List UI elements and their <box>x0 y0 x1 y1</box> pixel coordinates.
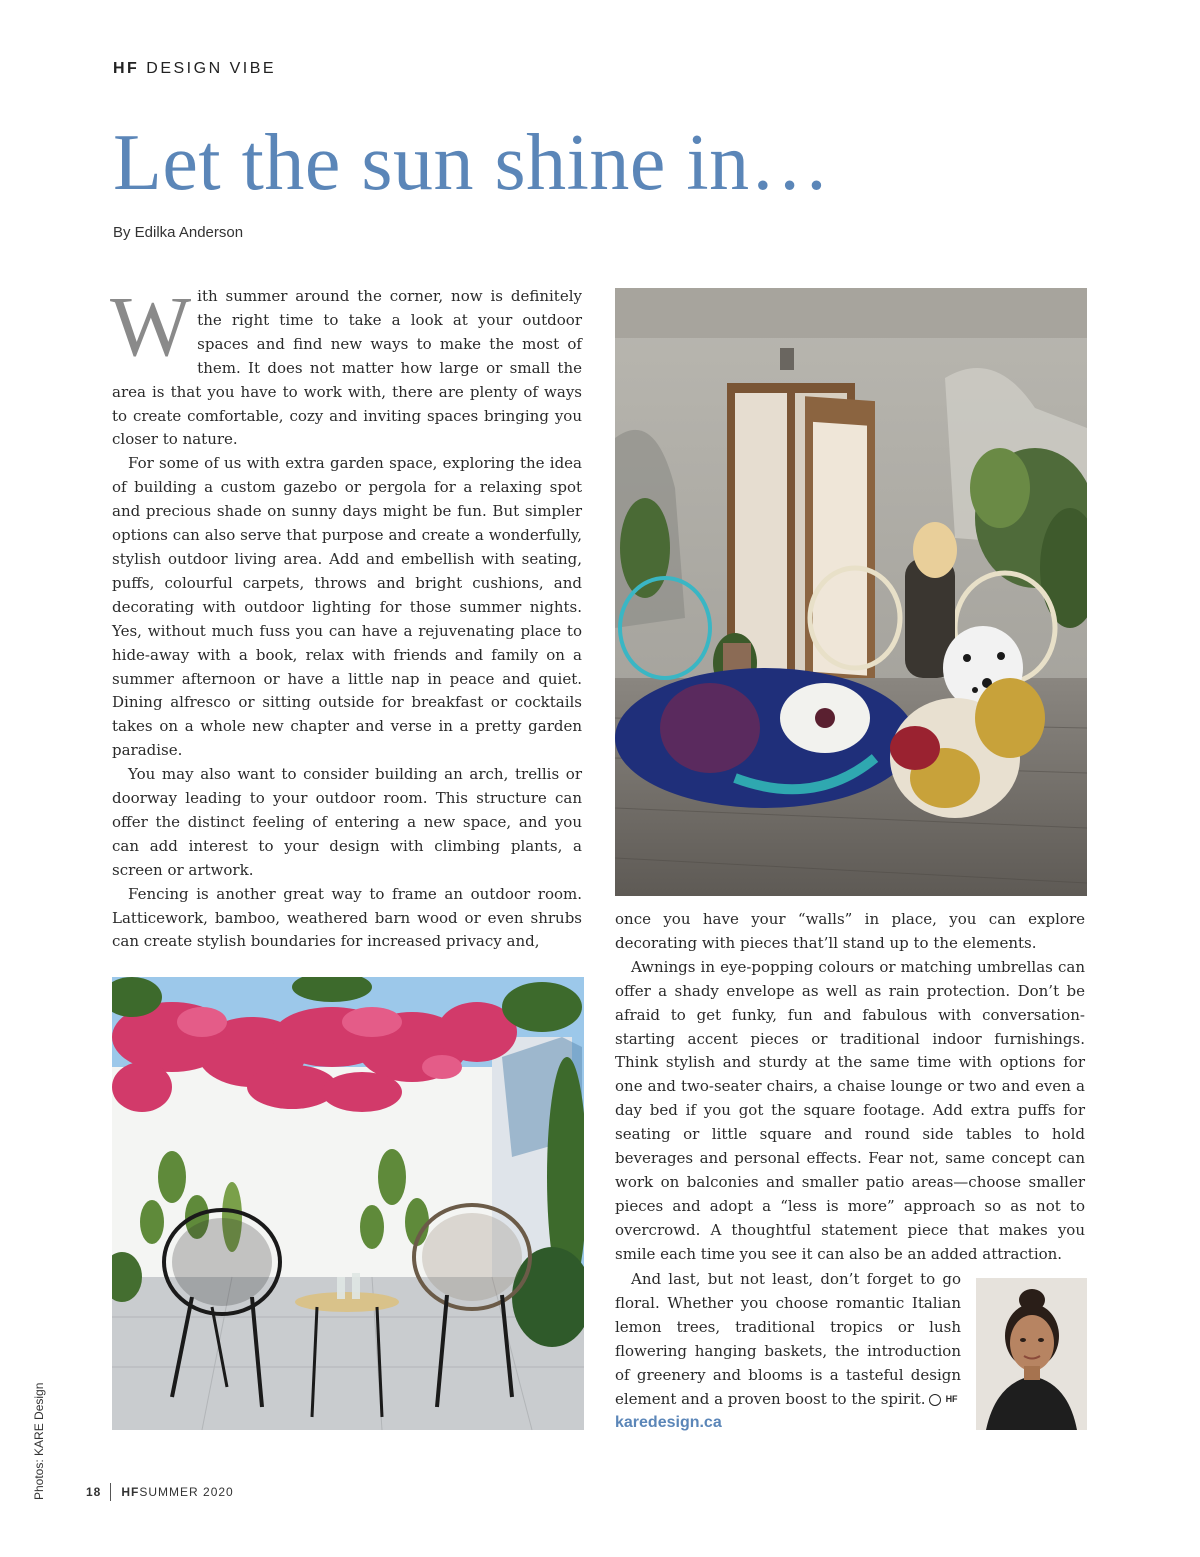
bougainvillea-patio-photo <box>112 977 584 1430</box>
patio-mosaic-photo <box>615 288 1087 896</box>
page-number: 18 <box>86 1485 102 1499</box>
photo-credit: Photos: KARE Design <box>32 1382 46 1500</box>
article-column-left <box>110 278 582 954</box>
section-brand: HF <box>113 60 140 77</box>
drop-cap: W <box>110 278 192 374</box>
paragraph-3: You may also want to consider building an arch, trellis or doorway leading to your outdoor room. This structure can offer the distinct feeling of entering a new space, and you can add interest to your design with climbing plants, a screen or artwork. <box>112 765 582 879</box>
paragraph-6 <box>615 1268 961 1411</box>
paragraph-6-text: And last, but not least, don’t forget to go floral. Whether you choose romantic Italian lemon trees, traditional tropics or lush flowering hanging baskets, the introduction of greenery and blooms is a tasteful design element and a proven boost to the spirit. <box>615 1270 961 1408</box>
article-title: Let the sun shine in… <box>113 119 831 207</box>
footer-brand: HF <box>121 1485 140 1499</box>
page-footer <box>86 1483 234 1501</box>
article-column-final <box>615 1268 961 1435</box>
paragraph-4-start: Fencing is another great way to frame an outdoor room. Latticework, bamboo, weathered barn wood or even shrubs can create stylish boundaries for increased privacy and, <box>112 884 582 951</box>
paragraph-1-text: ith summer around the corner, now is definitely the right time to take a look at your outdoor spaces and find new ways to make the most of them. It does not matter how large or small the area is that you have to work with, there are plenty of ways to create comfortable, cozy and inviting spaces bringing you closer to nature. <box>112 287 582 449</box>
section-label <box>113 60 276 78</box>
website-paragraph <box>615 1411 961 1435</box>
paragraph-5: Awnings in eye-popping colours or matching umbrellas can offer a shady envelope as well as rain protection. Don’t be afraid to get funky, fun and fabulous with conversation-starting accent pieces or traditional indoor furnishings. Think stylish and sturdy at the same time with options for one and two-seater chairs, a chaise lounge or two and even a day bed if you got the square footage. Add extra puffs for seating or little square and round side tables to hold beverages and personal effects. Fear not, same concept can work on balconies and smaller patio areas—choose smaller pieces and adopt a “less is more” approach so as not to overcrowd. A thoughtful statement piece that makes you smile each time you see it can also be an added attraction. <box>615 957 1085 1263</box>
paragraph-4-end: once you have your “walls” in place, you can explore decorating with pieces that’ll stand up to the elements. <box>615 910 1085 952</box>
end-mark-icon: HF <box>929 1394 941 1406</box>
article-column-right <box>615 908 1085 1267</box>
author-portrait-photo <box>976 1278 1087 1430</box>
footer-issue: SUMMER 2020 <box>139 1485 234 1499</box>
paragraph-1 <box>110 278 582 452</box>
byline: By Edilka Anderson <box>113 224 244 241</box>
footer-divider <box>110 1483 111 1501</box>
section-name: DESIGN VIBE <box>146 60 277 77</box>
website-link[interactable]: karedesign.ca <box>615 1414 722 1432</box>
paragraph-2: For some of us with extra garden space, exploring the idea of building a custom gazebo or pergola for a relaxing spot and precious shade on sunny days might be fun. But simpler options can also serve that purpose and create a wonderfully, stylish outdoor living area. Add and embellish with seating, puffs, colourful carpets, throws and bright cushions, and decorating with outdoor lighting for those summer nights. Yes, without much fuss you can have a rejuvenating place to hide-away with a book, relax with friends and family on a summer afternoon or have a little nap in peace and quiet. Dining alfresco or sitting outside for breakfast or cocktails takes on a whole new chapter and verse in a pretty garden paradise. <box>112 454 582 760</box>
